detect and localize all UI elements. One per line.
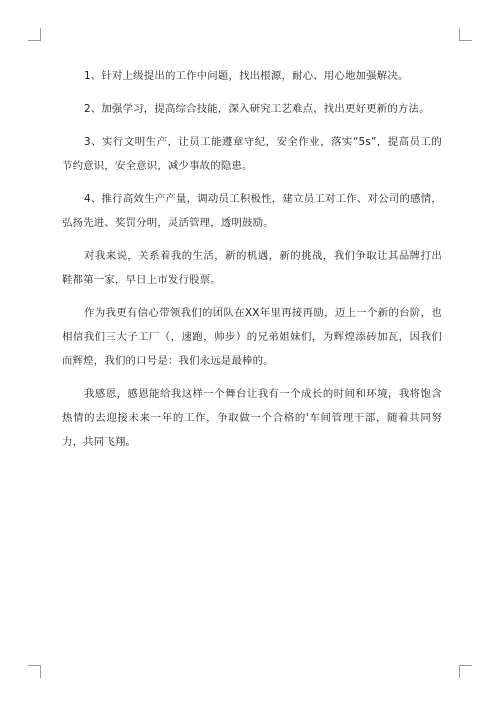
paragraph-7: 我感恩，感恩能给我这样一个舞台让我有一个成长的时间和环境，我将饱含热情的去迎接未来一年的工作，争取做一个合格的'车间管理干部，随着共同努力，共同飞翔。: [62, 388, 442, 448]
paragraph-1: 1、针对上级提出的工作中问题，找出根源，耐心、用心地加强解决。: [84, 70, 409, 82]
crop-mark-bottom-right: [459, 665, 472, 678]
paragraph-6: 作为我更有信心带领我们的团队在XX年里再接再励，迈上一个新的台阶，也相信我们三大子工厂（，速跑，帅步）的兄弟姐妹们，为辉煌添砖加瓦，因我们而辉煌，我们的口号是：我们永远是最棒的。: [62, 307, 442, 367]
crop-mark-top-right: [459, 28, 472, 41]
document-body: [62, 64, 442, 463]
paragraph-2: 2、加强学习，提高综合技能，深入研究工艺难点，找出更好更新的方法。: [84, 103, 430, 115]
paragraph-4: 4、推行高效生产产量，调动员工积极性，建立员工对工作、对公司的感情，弘扬先进、奖罚分明，灵活管理，透明鼓励。: [62, 193, 442, 229]
paragraph-3: 3、实行文明生产，让员工能遵章守纪，安全作业，落实“5s”，提高员工的节约意识，安全意识，减少事故的隐患。: [62, 136, 442, 172]
crop-mark-top-left: [28, 28, 41, 41]
crop-mark-bottom-left: [28, 665, 41, 678]
paragraph-5: 对我来说，关系着我的生活，新的机遇，新的挑战，我们争取让其品牌打出鞋都第一家，早日上市发行股票。: [62, 250, 442, 286]
